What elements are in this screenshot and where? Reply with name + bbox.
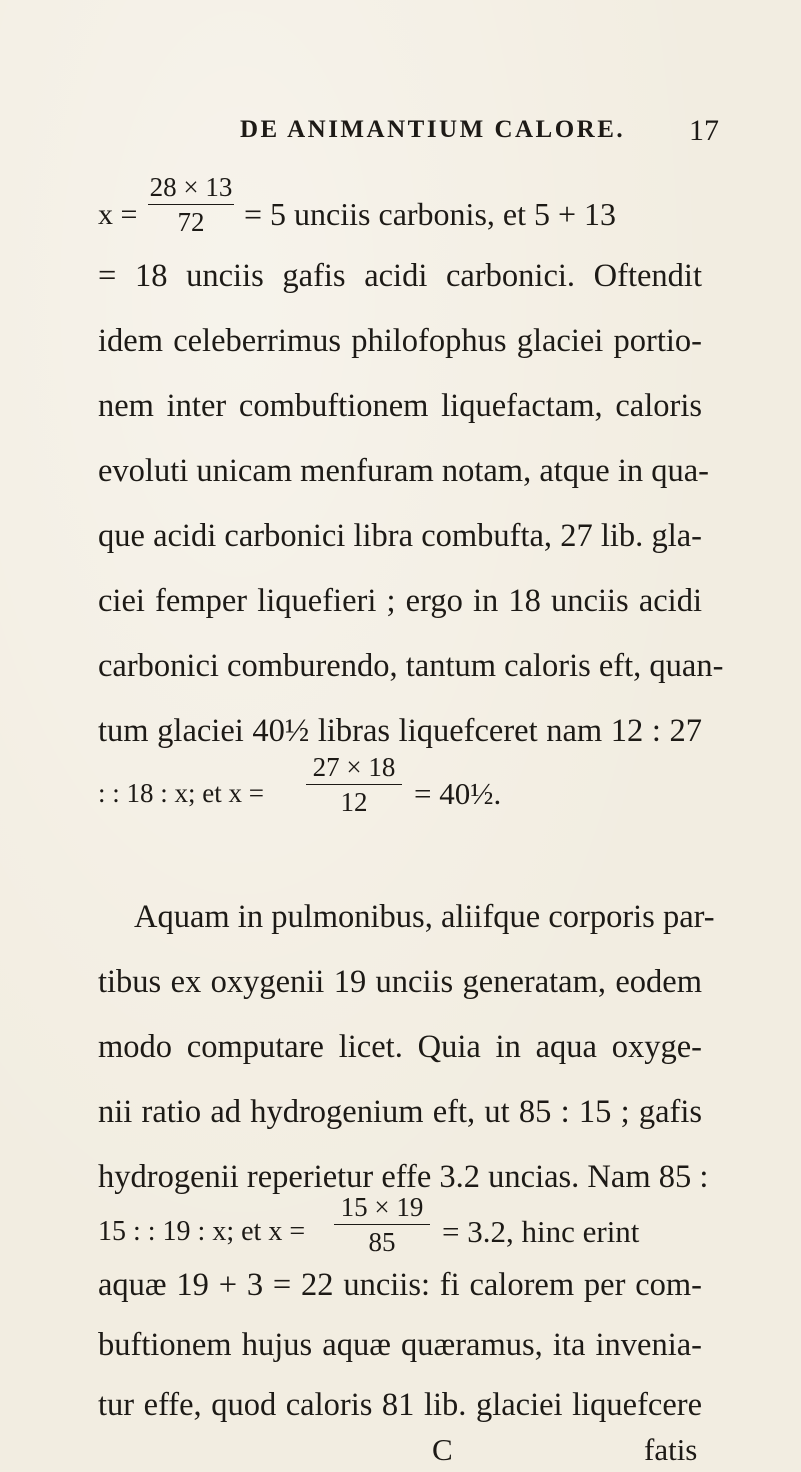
- text-line: idem celeberrimus philofophus glaciei portio-: [98, 323, 702, 359]
- text-line: tur effe, quod caloris 81 lib. glaciei liquefcere: [98, 1387, 702, 1423]
- formula-3-numerator: 15 × 19: [340, 1192, 424, 1222]
- fraction-bar: [148, 204, 234, 205]
- text-line: nem inter combuftionem liquefactam, caloris: [98, 388, 702, 424]
- formula-2-denominator: 12: [340, 787, 368, 817]
- page-footer: [0, 1432, 801, 1472]
- text-line: nii ratio ad hydrogenium eft, ut 85 : 15 ; gafis: [98, 1094, 702, 1130]
- formula-2-rhs: = 40½.: [414, 776, 502, 811]
- signature-mark: C: [432, 1432, 453, 1467]
- formula-1-rhs: = 5 unciis carbonis, et 5 + 13: [244, 196, 617, 232]
- text-line: Aquam in pulmonibus, aliifque corporis par-: [134, 899, 715, 935]
- page-header: [0, 114, 801, 154]
- fraction-bar: [306, 784, 402, 785]
- running-title: DE ANIMANTIUM CALORE.: [240, 116, 626, 143]
- formula-2-lhs: : : 18 : x; et x =: [98, 778, 264, 808]
- text-line: aquæ 19 + 3 = 22 unciis: fi calorem per com-: [98, 1267, 702, 1303]
- fraction-bar: [334, 1224, 430, 1225]
- text-line: que acidi carbonici libra combufta, 27 lib. gla-: [98, 518, 702, 554]
- text-line: carbonici comburendo, tantum caloris eft, quan-: [98, 648, 724, 684]
- text-line: tum glaciei 40½ libras liquefceret nam 12 : 27: [98, 713, 702, 749]
- catchword: fatis: [644, 1432, 698, 1467]
- formula-1-lhs: x =: [98, 198, 138, 231]
- formula-1-numerator: 28 × 13: [149, 172, 233, 202]
- formula-3-fraction: [334, 1192, 430, 1257]
- formula-3-rhs: = 3.2, hinc erint: [442, 1214, 640, 1249]
- formula-2-numerator: 27 × 18: [312, 752, 396, 782]
- text-line: evoluti unicam menfuram notam, atque in qua-: [98, 453, 709, 489]
- text-line: = 18 unciis gafis acidi carbonici. Oftendit: [98, 258, 702, 294]
- formula-3-lhs: 15 : : 19 : x; et x =: [98, 1216, 306, 1247]
- formula-2-fraction: [306, 752, 402, 817]
- text-line: modo computare licet. Quia in aqua oxyge-: [98, 1029, 702, 1065]
- page-number: 17: [689, 114, 719, 147]
- text-line: tibus ex oxygenii 19 unciis generatam, eodem: [98, 964, 702, 1000]
- formula-1-fraction: [148, 172, 234, 237]
- text-line: ciei femper liquefieri ; ergo in 18 unciis acidi: [98, 583, 702, 619]
- formula-3-denominator: 85: [368, 1227, 396, 1257]
- text-line: buftionem hujus aquæ quæramus, ita invenia-: [98, 1327, 702, 1363]
- formula-1-denominator: 72: [177, 207, 205, 237]
- text-line: hydrogenii reperietur effe 3.2 uncias. Nam 85 :: [98, 1159, 709, 1195]
